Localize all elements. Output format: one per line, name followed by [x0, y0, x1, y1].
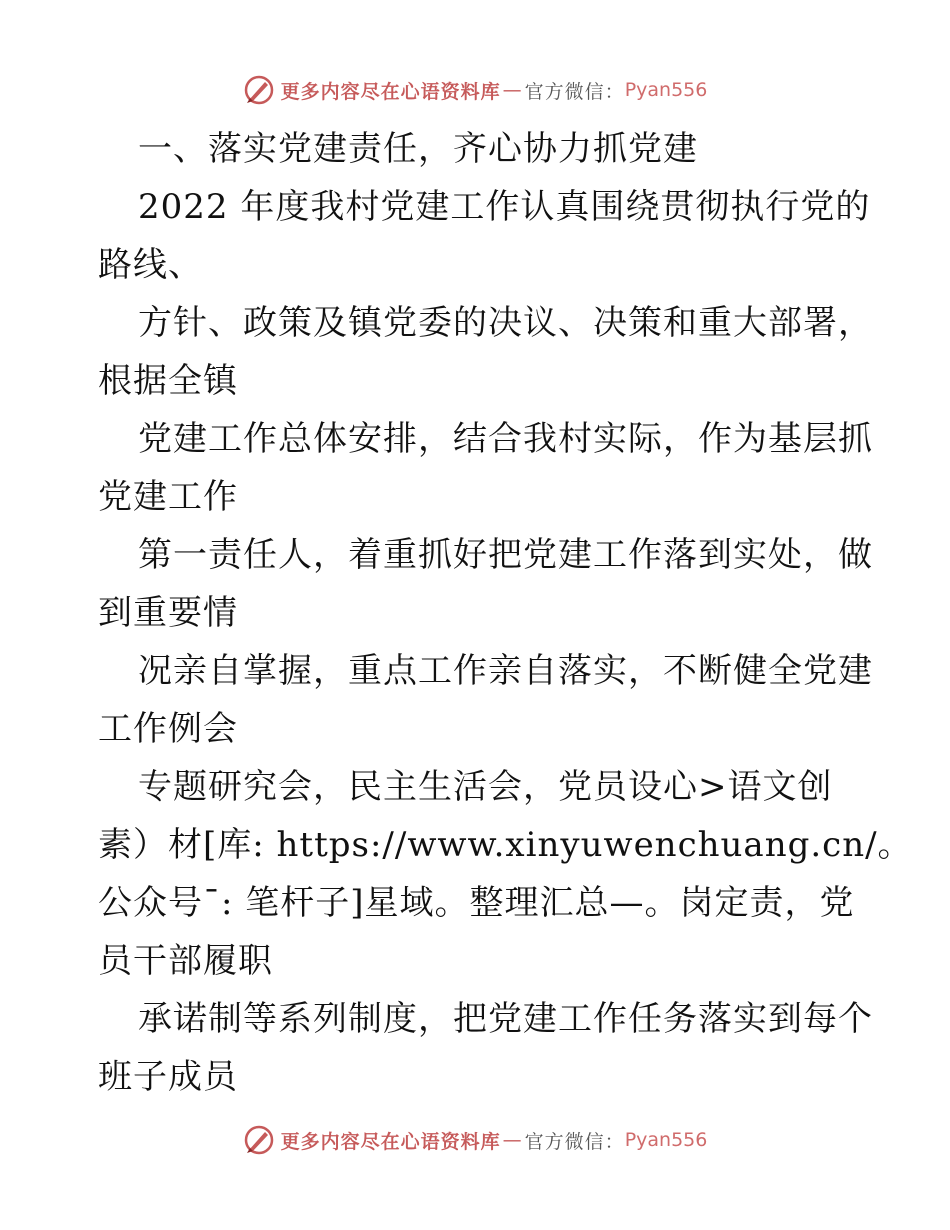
text-line: 一、落实党建责任，齐心协力抓党建 [138, 129, 698, 169]
banner-wechat-label: 官方微信： [524, 1130, 625, 1153]
text-line: 素）材[库: https://www.xinyuwenchuang.cn/。 [98, 825, 913, 865]
text-line: 方针、政策及镇党委的决议、决策和重大部署， [138, 303, 873, 343]
banner-wechat-id: Pyan556 [624, 79, 708, 101]
pen-logo-icon [243, 74, 275, 106]
text-line: 工作例会 [98, 709, 238, 749]
text-line: 专题研究会，民主生活会，党员设心>语文创 [138, 767, 833, 807]
banner-separator: — [502, 79, 523, 101]
banner-wechat-id: Pyan556 [624, 1129, 708, 1151]
footer-banner [0, 1120, 950, 1160]
text-line: 到重要情 [98, 593, 238, 633]
text-line: 况亲自掌握，重点工作亲自落实，不断健全党建 [138, 651, 873, 691]
text-line: 党建工作总体安排，结合我村实际，作为基层抓 [138, 419, 873, 459]
banner-main-text: 更多内容尽在心语资料库 [280, 80, 501, 103]
text-line: 员干部履职 [98, 941, 273, 981]
text-line: 第一责任人，着重抓好把党建工作落到实处，做 [138, 535, 873, 575]
banner-wechat-label: 官方微信： [524, 80, 625, 103]
text-line: 公众号¯: 笔杆子]星域。整理汇总—。岗定责，党 [98, 883, 855, 923]
text-line: 路线、 [98, 245, 203, 285]
header-banner [0, 70, 950, 110]
text-line: 2022 年度我村党建工作认真围绕贯彻执行党的 [138, 187, 871, 227]
banner-separator: — [502, 1129, 523, 1151]
text-line: 根据全镇 [98, 361, 238, 401]
text-line: 党建工作 [98, 477, 238, 517]
text-line: 承诺制等系列制度，把党建工作任务落实到每个 [138, 999, 873, 1039]
document-body [98, 120, 913, 1106]
pen-logo-icon [243, 1124, 275, 1156]
text-line: 班子成员 [98, 1057, 238, 1097]
banner-main-text: 更多内容尽在心语资料库 [280, 1130, 501, 1153]
